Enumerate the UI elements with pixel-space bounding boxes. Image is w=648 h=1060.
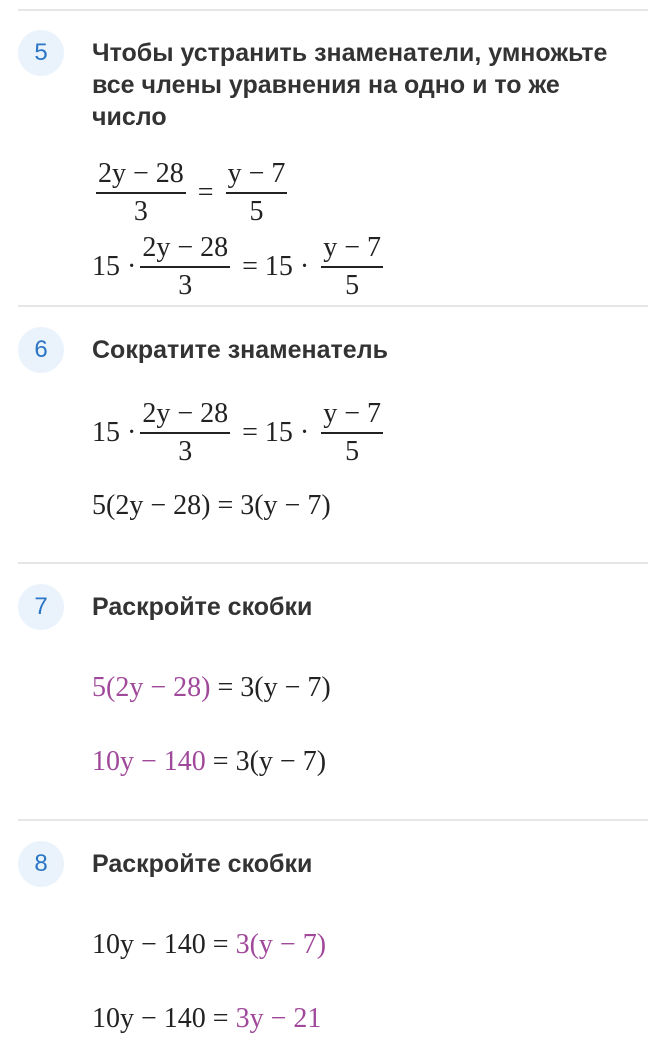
numerator: y − 7 — [321, 400, 383, 434]
equation-rest: 10y − 140 = — [92, 929, 236, 960]
step-number-badge: 8 — [18, 841, 64, 887]
equation-line — [92, 1005, 321, 1033]
step-title: Раскройте скобки — [92, 850, 313, 878]
divider — [18, 9, 648, 11]
step-number-badge: 6 — [18, 327, 64, 373]
fraction-right — [321, 400, 383, 466]
denominator: 3 — [133, 196, 148, 227]
equation-line — [92, 674, 331, 702]
step-title: Сократите знаменатель — [92, 336, 388, 364]
denominator: 3 — [178, 436, 193, 467]
equation-line — [92, 400, 387, 466]
divider — [18, 305, 648, 307]
equals-multiplier: = 15 · — [242, 417, 310, 448]
equation-line — [92, 931, 326, 959]
denominator: 3 — [178, 270, 193, 301]
divider — [18, 562, 648, 564]
fraction-left — [140, 400, 230, 466]
fraction-left — [140, 234, 230, 300]
numerator: y − 7 — [321, 234, 383, 268]
equation-line — [92, 492, 331, 520]
equation-line — [92, 234, 387, 300]
highlighted-term: 3y − 21 — [235, 1003, 322, 1034]
equation-rest: = 3(y − 7) — [205, 746, 327, 777]
equation-rest: = 3(y − 7) — [210, 672, 331, 703]
step-number-badge: 5 — [18, 30, 64, 76]
step-title: Раскройте скобки — [92, 593, 313, 621]
step-title: Чтобы устранить знаменатели, умножьте все члены уравнения на одно и то же число — [92, 39, 608, 131]
denominator: 5 — [345, 436, 360, 467]
fraction-right — [321, 234, 383, 300]
highlighted-term: 3(y − 7) — [235, 929, 327, 960]
numerator: 2y − 28 — [140, 400, 230, 434]
fraction-left — [96, 160, 186, 226]
equals-sign: = — [197, 177, 214, 208]
equation-line — [92, 160, 291, 226]
multiplier: 15 · — [92, 417, 137, 448]
highlighted-term: 5(2y − 28) — [92, 672, 211, 703]
denominator: 5 — [249, 196, 264, 227]
equation-rest: 10y − 140 = — [92, 1003, 236, 1034]
fraction-right — [226, 160, 288, 226]
numerator: 2y − 28 — [96, 160, 186, 194]
step-number-badge: 7 — [18, 584, 64, 630]
numerator: y − 7 — [226, 160, 288, 194]
denominator: 5 — [345, 270, 360, 301]
equals-multiplier: = 15 · — [242, 251, 310, 282]
multiplier: 15 · — [92, 251, 137, 282]
divider — [18, 819, 648, 821]
highlighted-term: 10y − 140 — [92, 746, 206, 777]
equation-line — [92, 748, 326, 776]
numerator: 2y − 28 — [140, 234, 230, 268]
equation-text: 5(2y − 28) = 3(y − 7) — [92, 490, 331, 521]
